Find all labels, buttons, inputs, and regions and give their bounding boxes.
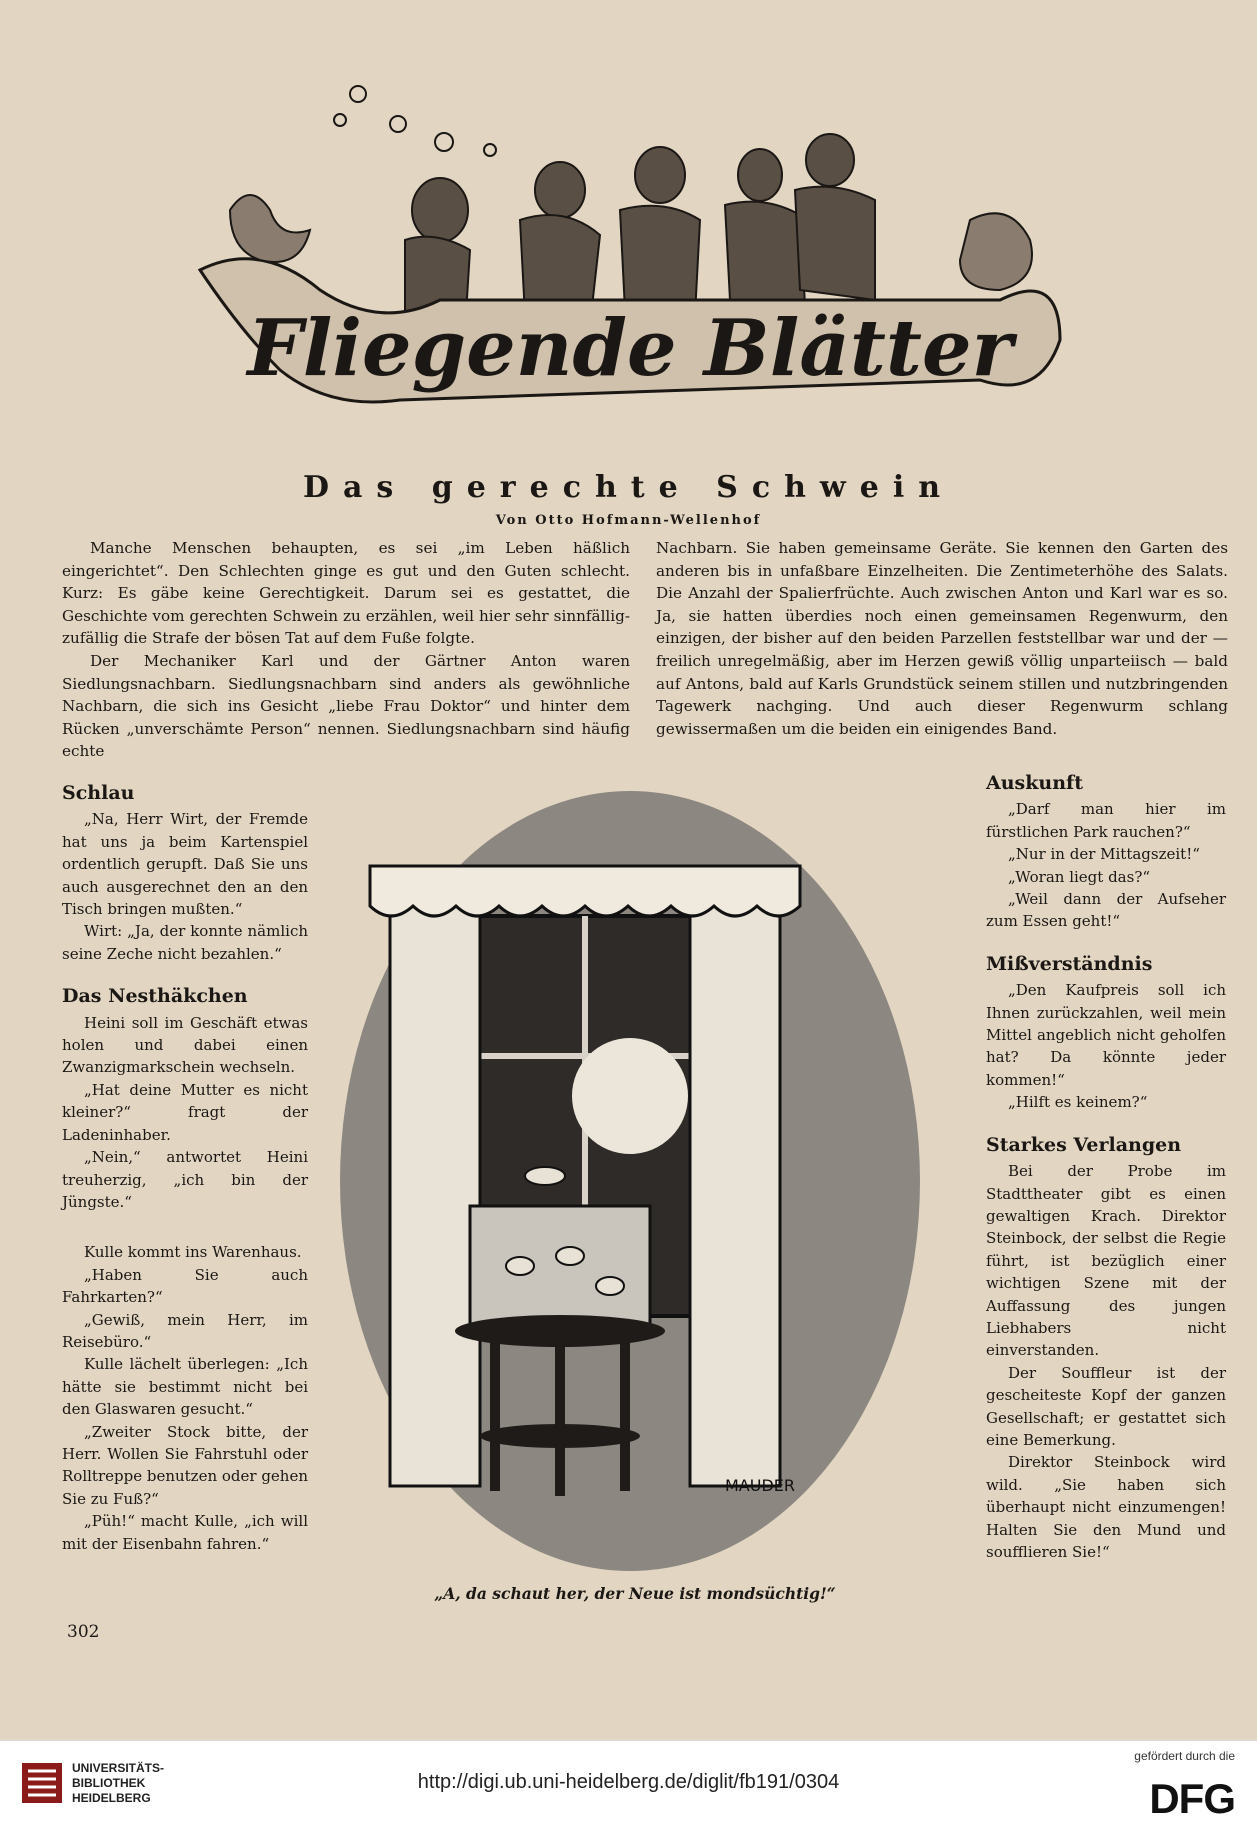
paragraph: „Woran liegt das?“ [1008, 867, 1151, 886]
anecdote-heading: Auskunft [986, 772, 1083, 794]
moon-icon [572, 1038, 688, 1154]
paragraph: Heini soll im Geschäft etwas holen und dabei einen Zwanzigmarkschein wechseln. [62, 1013, 308, 1077]
paragraph: „Weil dann der Aufseher zum Essen geht!“ [986, 890, 1226, 931]
masthead-title: Fliegende Blätter [247, 303, 1013, 394]
anecdote-heading: Das Nesthäkchen [62, 985, 248, 1008]
anecdote-heading: Starkes Verlangen [986, 1133, 1182, 1156]
footer-bar [0, 1740, 1257, 1830]
bubble-icon [334, 114, 346, 126]
anecdote-heading: Mißverständnis [986, 952, 1153, 975]
paragraph: „Nein,“ antwortet Heini treuherzig, „ich bin der Jüngste.“ [62, 1148, 308, 1211]
anecdote-auskunft [986, 772, 1226, 933]
paragraph: Direktor Steinbock wird wild. „Sie haben sich überhaupt nicht einzumengen! Halten Sie den Mund und soufflieren Sie!“ [986, 1453, 1226, 1561]
fish-icon [525, 1167, 565, 1185]
cartoon-illustration [330, 786, 930, 1576]
anecdote-heading: Schlau [62, 782, 135, 804]
paragraph: „Na, Herr Wirt, der Fremde hat uns ja beim Kartenspiel ordentlich gerupft. Daß Sie uns auch ausgerechnet den an den Tisch bringen mußten.“ [62, 810, 308, 919]
anecdote-schlau [62, 782, 308, 965]
right-column [986, 772, 1226, 1583]
anecdote-starkes-verlangen [986, 1134, 1226, 1564]
masthead-ribbon-curl [960, 213, 1032, 290]
bubble-icon [435, 133, 453, 151]
paragraph: „Zweiter Stock bitte, der Herr. Wollen Sie Fahrstuhl oder Rolltreppe benutzen oder gehen Sie zu Fuß?“ [62, 1422, 309, 1508]
bubble-icon [484, 144, 496, 156]
anecdote-missverstaendnis [986, 953, 1226, 1114]
paragraph: „Haben Sie auch Fahrkarten?“ [62, 1265, 308, 1307]
dfg-logo: DFG [1149, 1775, 1235, 1822]
artist-signature: MAUDER [725, 1476, 796, 1495]
article-column-2 [656, 537, 1228, 740]
masthead-ribbon-curl [230, 195, 310, 262]
paragraph: Wirt: „Ja, der konnte nämlich seine Zeche nicht bezahlen.“ [62, 922, 308, 963]
curtain-right [690, 866, 780, 1486]
aquarium [470, 1206, 650, 1326]
article-byline: Von Otto Hofmann-Wellenhof [495, 513, 762, 528]
paragraph: Der Mechaniker Karl und der Gärtner Anton waren Siedlungsnachbarn. Siedlungsnachbarn sind anders als gewöhnliche Nachbarn, die sich ins Gesicht „liebe Frau Doktor“ und hinter dem Rücken „unverschämte Person“ nennen. Siedlungsnachbarn sind häufig echte [62, 651, 630, 761]
table-top [455, 1315, 665, 1347]
bubble-icon [390, 116, 406, 132]
paragraph: „Hilft es keinem?“ [1008, 1093, 1148, 1112]
paragraph: Nachbarn. Sie haben gemeinsame Geräte. Sie kennen den Garten des anderen bis in unfaßbare Einzelheiten. Die Zentimeterhöhe des Salats. Die Anzahl der Spalierfrüchte. Auch zwischen Anton und Karl war es so. Ja, sie hatten überdies noch einen gemeinsamen Regenwurm, den einzigen, der bisher auf den beiden Parzellen feststellbar war und der — freilich unregelmäßig, aber im Herzen gewiß völlig unparteiisch — bald auf Antons, bald auf Karls Grundstück seinem stillen und nutzbringenden Tagewerk nachging. Und auch dieser Regenwurm schlang gewissermaßen um die beiden ein einigendes Band. [656, 539, 1228, 738]
paragraph: „Gewiß, mein Herr, im Reisebüro.“ [62, 1310, 308, 1351]
anecdote-kulle [62, 1241, 308, 1555]
paragraph: Der Souffleur ist der gescheiteste Kopf der ganzen Gesellschaft; er gestattet sich eine Bemerkung. [986, 1363, 1226, 1449]
permalink-url[interactable]: http://digi.ub.uni-heidelberg.de/diglit/fb191/0304 [417, 1771, 840, 1793]
paragraph: Bei der Probe im Stadttheater gibt es einen gewaltigen Krach. Direktor Steinbock, der selbst die Regie führt, ist bezüglich einer wichtigen Szene mit der Auffassung des jungen Liebhabers nicht einverstanden. [986, 1162, 1226, 1360]
funding-note: gefördert durch die [1134, 1749, 1235, 1763]
left-column [62, 782, 308, 1575]
library-name: UNIVERSITÄTS- BIBLIOTHEK HEIDELBERG [72, 1761, 165, 1805]
curtain-left [390, 866, 480, 1486]
page-number: 302 [67, 1622, 100, 1642]
bubble-icon [350, 86, 366, 102]
paragraph: Kulle lächelt überlegen: „Ich hätte sie bestimmt nicht bei den Glaswaren gesucht.“ [62, 1355, 308, 1419]
masthead-illustration [190, 80, 1070, 440]
paragraph: „Püh!“ macht Kulle, „ich will mit der Eisenbahn fahren.“ [62, 1512, 308, 1553]
article-column-1 [62, 537, 630, 763]
article-title: Das gerechte Schwein [302, 470, 955, 505]
paragraph: „Nur in der Mittagszeit!“ [1008, 845, 1200, 864]
cartoon-caption: „A, da schaut her, der Neue ist mondsüchtig!“ [434, 1584, 836, 1603]
anecdote-nesthaekchen [62, 985, 308, 1213]
paragraph: „Den Kaufpreis soll ich Ihnen zurückzahlen, weil mein Mittel angeblich nicht geholfen hat? Da könnte jeder kommen!“ [986, 981, 1226, 1089]
paragraph: Manche Menschen behaupten, es sei „im Leben häßlich eingerichtet“. Den Schlechten ginge es gut und den Guten schlecht. Kurz: Es gäbe keine Gerechtigkeit. Darum sei es gestattet, die Geschichte vom gerechten Schwein zu erzählen, weil hier sehr sinnfällig-zufällig die Strafe der bösen Tat auf dem Fuße folgte. [62, 539, 630, 648]
paragraph: „Hat deine Mutter es nicht kleiner?“ fragt der Ladeninhaber. [62, 1080, 308, 1144]
paragraph: Kulle kommt ins Warenhaus. [84, 1243, 302, 1262]
paragraph: „Darf man hier im fürstlichen Park rauchen?“ [986, 800, 1226, 841]
